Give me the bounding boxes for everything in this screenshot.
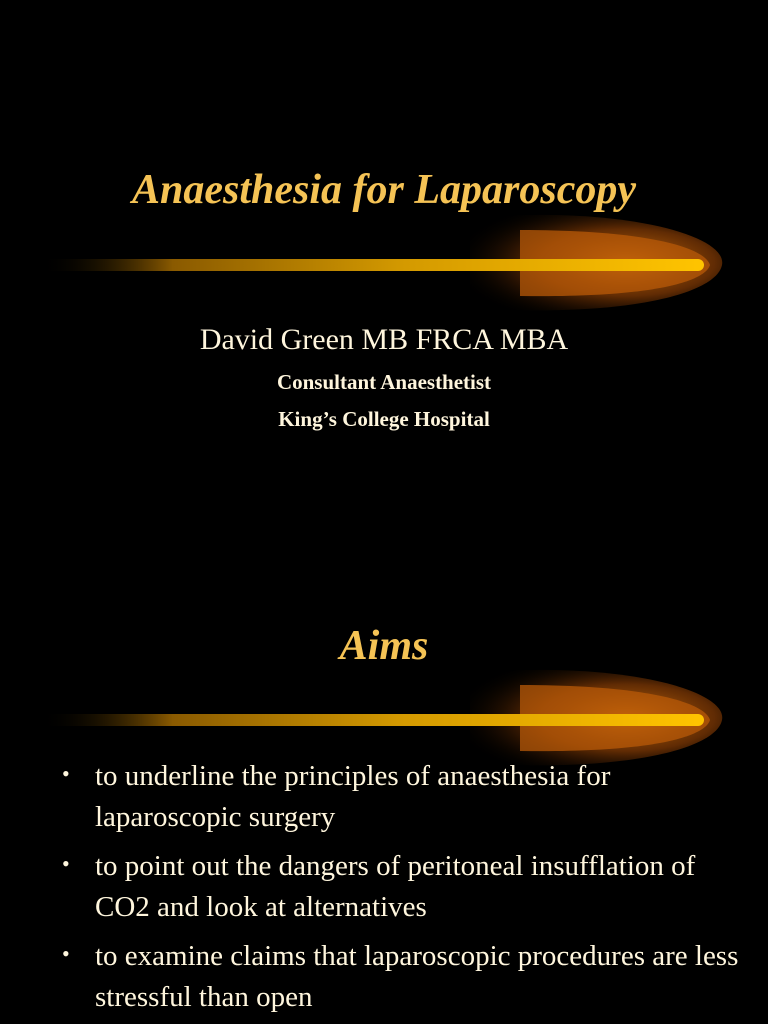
gold-swoosh-graphic <box>0 200 768 330</box>
bullet-icon: • <box>62 851 70 876</box>
author-name: David Green MB FRCA MBA <box>199 323 569 356</box>
bullet-text: to point out the dangers of peritoneal insufflation of CO2 and look at alternatives <box>95 850 696 923</box>
slide-title: Aims <box>339 623 429 669</box>
aims-bullet-list <box>62 756 742 1024</box>
list-item <box>62 846 742 928</box>
bullet-icon: • <box>62 941 70 966</box>
author-role: Consultant Anaesthetist <box>276 370 492 394</box>
list-item <box>62 756 742 838</box>
bullet-text: to examine claims that laparoscopic procedures are less stressful than open <box>95 940 739 1013</box>
list-item <box>62 936 742 1018</box>
bullet-icon: • <box>62 761 70 786</box>
author-organization: King’s College Hospital <box>278 407 490 431</box>
slide-title: Anaesthesia for Laparoscopy <box>132 167 636 213</box>
bullet-text: to underline the principles of anaesthesia for laparoscopic surgery <box>95 760 611 833</box>
aims-slide <box>0 560 768 1024</box>
